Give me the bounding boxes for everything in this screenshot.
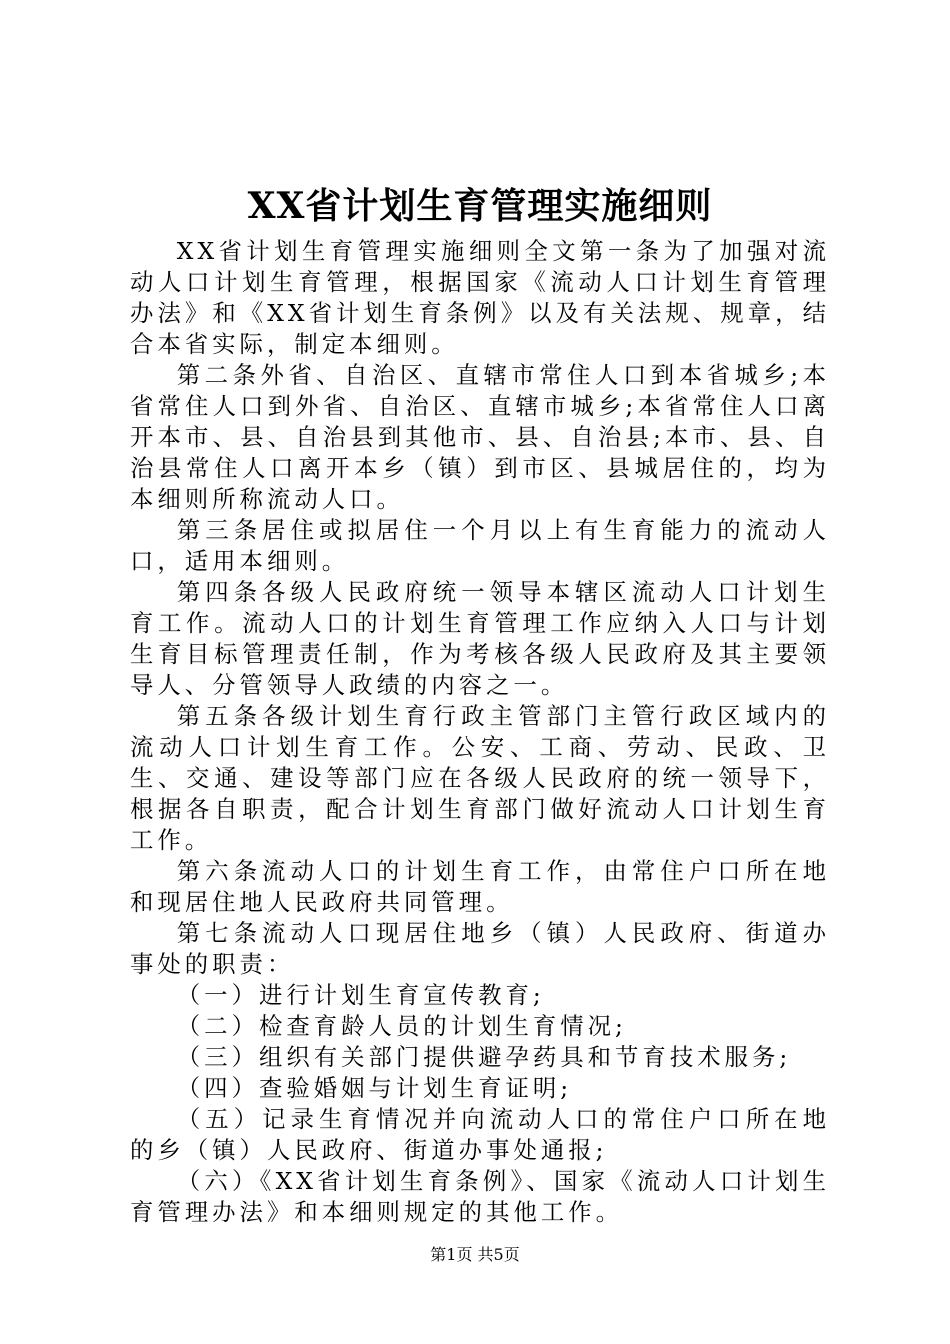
list-item-1: （一）进行计划生育宣传教育;	[176, 981, 545, 1009]
paragraph-article-7: 第七条流动人口现居住地乡（镇）人民政府、街道办事处的职责：	[130, 919, 830, 978]
paragraph-article-6: 第六条流动人口的计划生育工作，由常住户口所在地和现居住地人民政府共同管理。	[130, 857, 830, 916]
list-item-2: （二）检查育龄人员的计划生育情况;	[176, 1012, 627, 1040]
document-title: XX省计划生育管理实施细则	[247, 185, 713, 227]
list-item-3: （三）组织有关部门提供避孕药具和节育技术服务;	[176, 1043, 792, 1071]
list-item-6: （六）《XX省计划生育条例》、国家《流动人口计划生育管理办法》和本细则规定的其他工作。	[130, 1167, 830, 1226]
paragraph-article-2: 第二条外省、自治区、直辖市常住人口到本省城乡;本省常住人口到外省、自治区、直辖市城乡;本省常住人口离开本市、县、自治县到其他市、县、自治县;本市、县、自治县常住人口离开本乡（镇）到市区、县城居住的，均为本细则所称流动人口。	[130, 361, 830, 513]
paragraph-article-4: 第四条各级人民政府统一领导本辖区流动人口计划生育工作。流动人口的计划生育管理工作应纳入人口与计划生育目标管理责任制，作为考核各级人民政府及其主要领导人、分管领导人政绩的内容之一。	[130, 578, 830, 699]
paragraph-article-5: 第五条各级计划生育行政主管部门主管行政区域内的流动人口计划生育工作。公安、工商、劳动、民政、卫生、交通、建设等部门应在各级人民政府的统一领导下，根据各自职责，配合计划生育部门做好流动人口计划生育工作。	[130, 702, 830, 854]
paragraph-article-1: XX省计划生育管理实施细则全文第一条为了加强对流动人口计划生育管理，根据国家《流动人口计划生育管理办法》和《XX省计划生育条例》以及有关法规、规章，结合本省实际，制定本细则。	[130, 237, 830, 358]
document-body	[130, 236, 830, 1228]
list-item-5: （五）记录生育情况并向流动人口的常住户口所在地的乡（镇）人民政府、街道办事处通报;	[130, 1105, 830, 1164]
page-indicator: 第1页 共5页	[430, 1245, 520, 1264]
list-item-4: （四）查验婚姻与计划生育证明;	[176, 1074, 573, 1102]
page-footer	[0, 1244, 950, 1266]
document-page	[130, 180, 830, 1228]
paragraph-article-3: 第三条居住或拟居住一个月以上有生育能力的流动人口，适用本细则。	[130, 516, 830, 575]
